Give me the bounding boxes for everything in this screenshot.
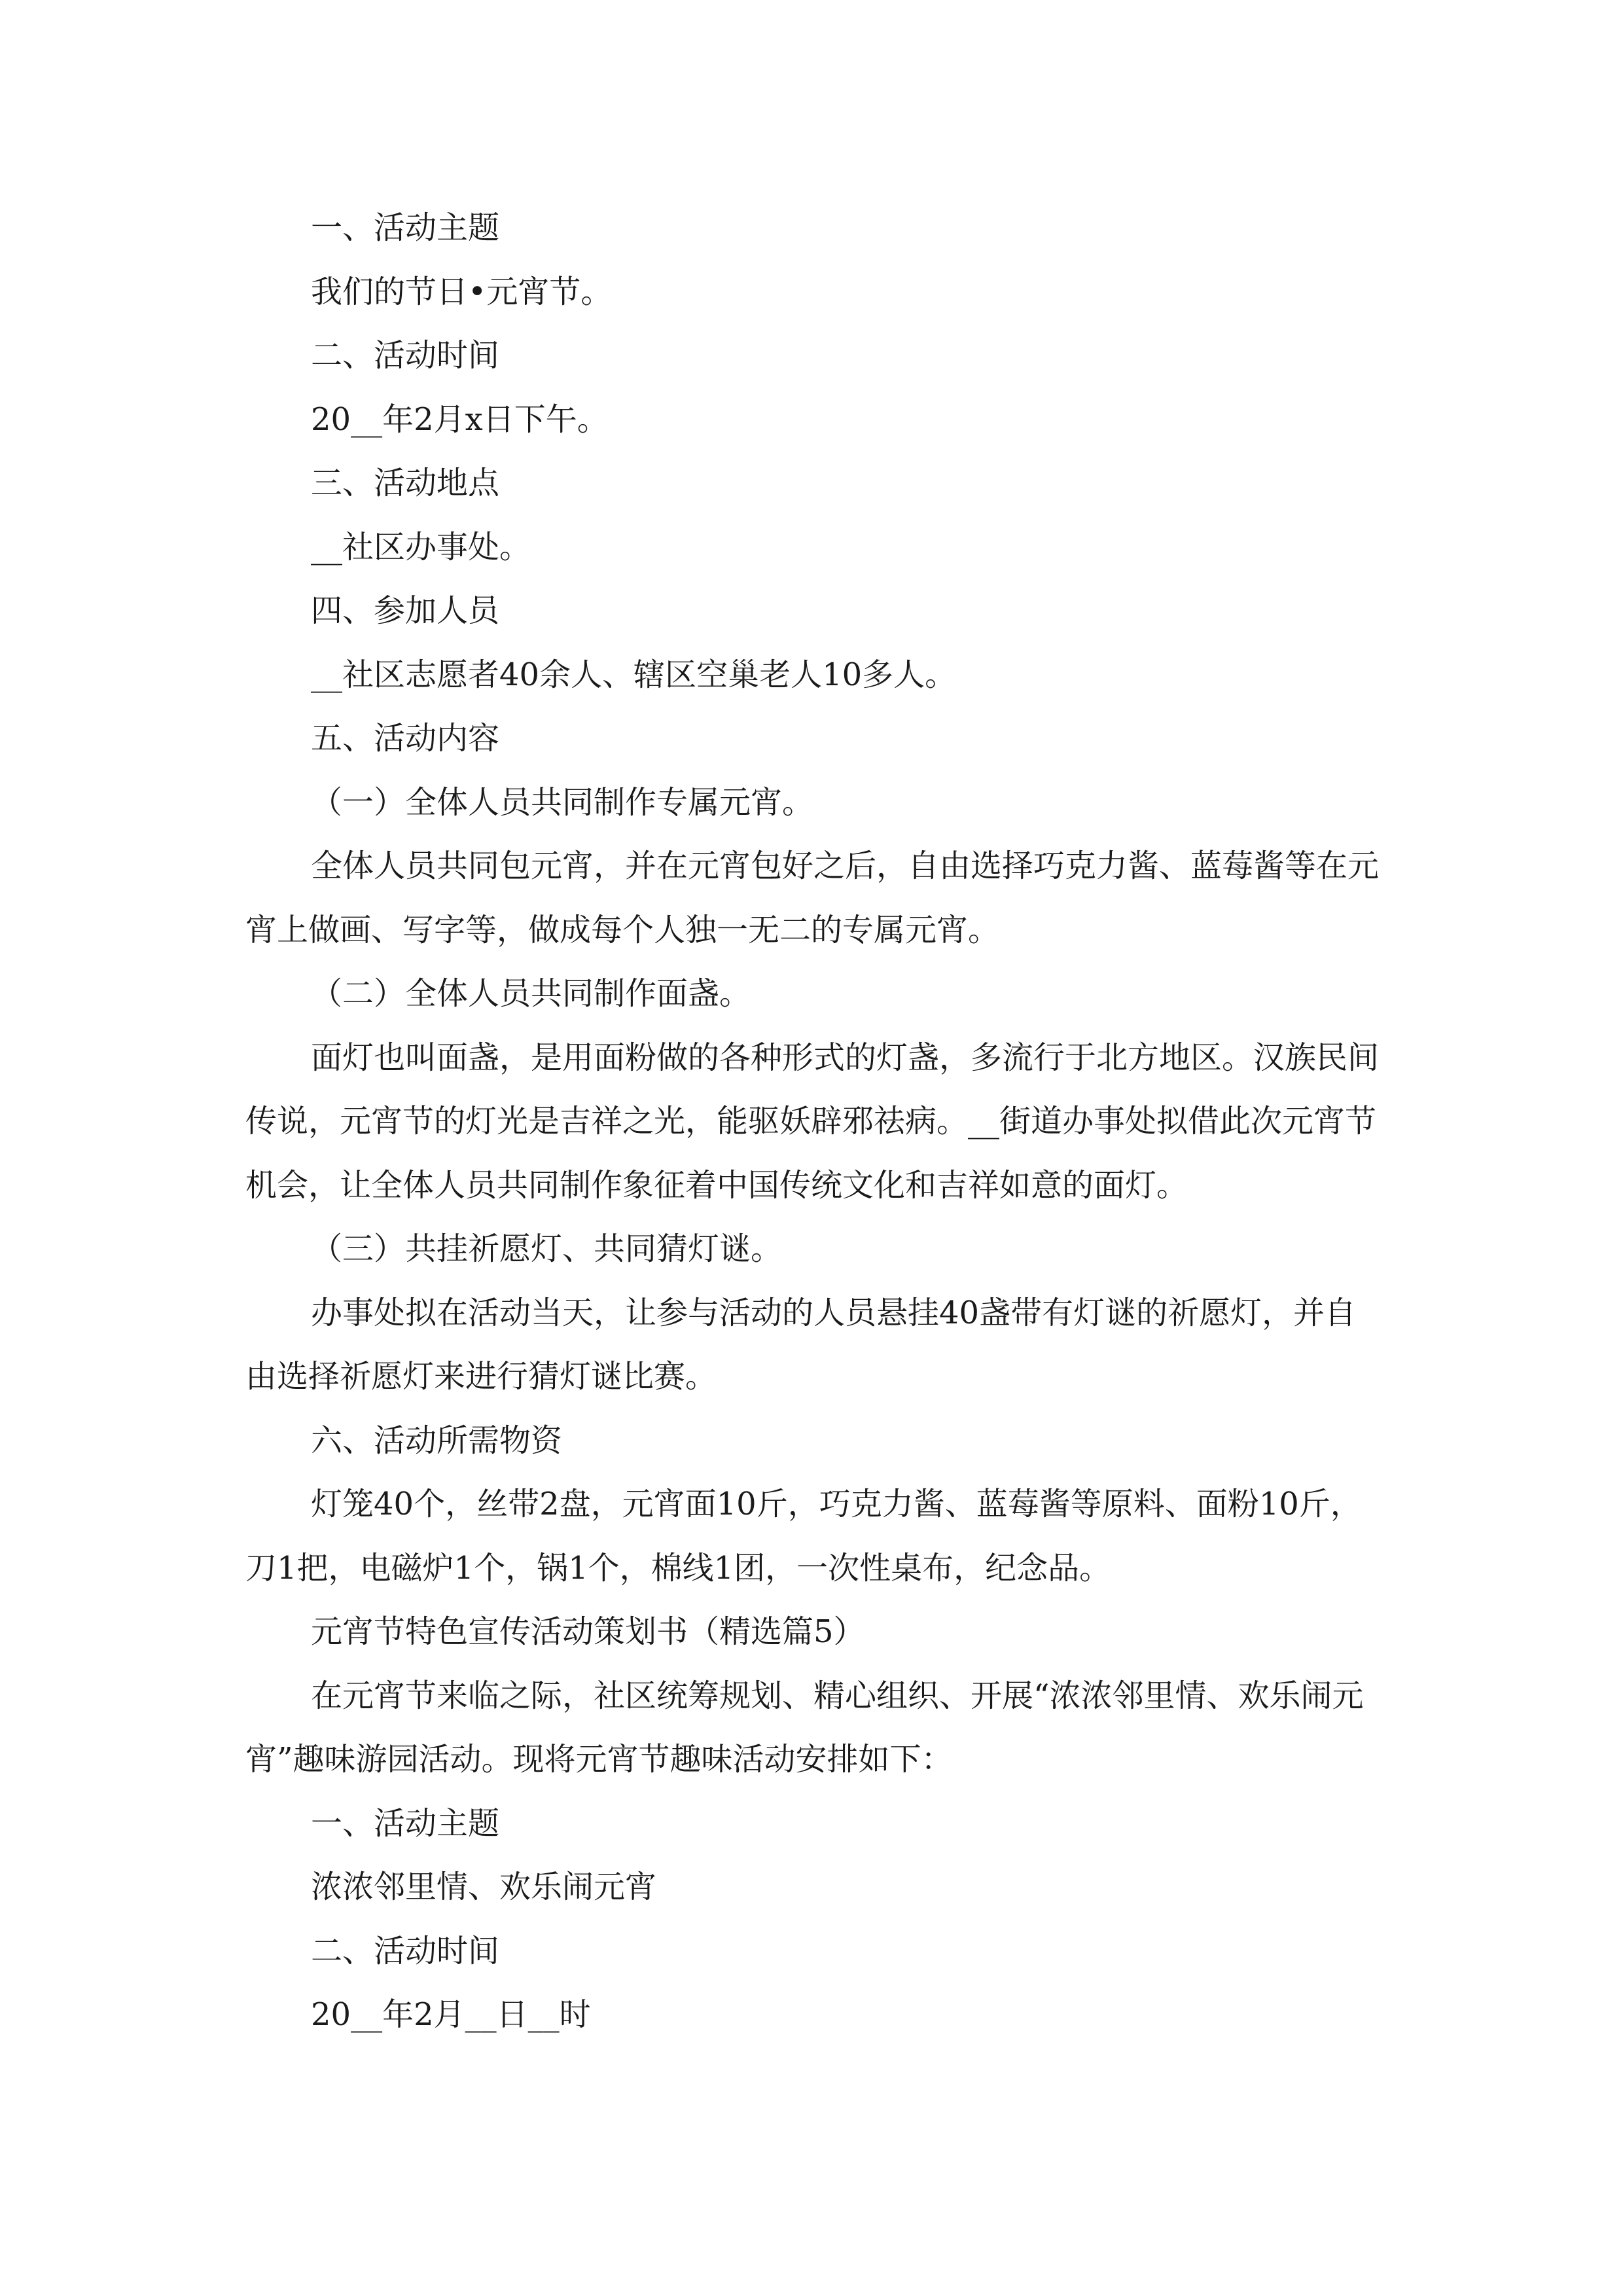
section-heading: 一、活动主题 [311,209,500,246]
body-paragraph: 办事处拟在活动当天，让参与活动的人员悬挂40盏带有灯谜的祈愿灯，并自由选择祈愿灯来进行猜灯谜比赛。 [245,1294,1357,1395]
subsection-heading: （一）全体人员共同制作专属元宵。 [311,783,814,821]
body-paragraph: 全体人员共同包元宵，并在元宵包好之后，自由选择巧克力酱、蓝莓酱等在元宵上做画、写字等，做成每个人独一无二的专属元宵。 [245,848,1380,948]
document-body [245,196,1384,2047]
body-paragraph: 面灯也叫面盏，是用面粉做的各种形式的灯盏，多流行于北方地区。汉族民间传说，元宵节的灯光是吉祥之光，能驱妖辟邪祛病。__街道办事处拟借此次元宵节机会，让全体人员共同制作象征着中国传统文化和吉祥如意的面灯。 [245,1039,1380,1204]
section-heading: 三、活动地点 [311,465,500,501]
body-paragraph: 在元宵节来临之际，社区统筹规划、精心组织、开展“浓浓邻里情、欢乐闹元宵”趣味游园活动。现将元宵节趣味活动安排如下： [245,1677,1364,1778]
section-heading: 四、参加人员 [311,592,500,629]
body-text: 20__年2月x日下午。 [311,401,609,438]
section-heading: 一、活动主题 [311,1804,500,1842]
section-heading: 二、活动时间 [311,337,500,374]
article-title: 元宵节特色宣传活动策划书（精选篇5） [311,1613,865,1650]
body-text: 20__年2月__日__时 [311,1996,591,2033]
section-heading: 六、活动所需物资 [311,1422,563,1459]
subsection-heading: （三）共挂祈愿灯、共同猜灯谜。 [311,1230,783,1267]
section-heading: 五、活动内容 [311,720,500,757]
body-text: __社区办事处。 [311,528,531,565]
body-text: __社区志愿者40余人、辖区空巢老人10多人。 [311,656,957,693]
body-paragraph: 灯笼40个，丝带2盘，元宵面10斤，巧克力酱、蓝莓酱等原料、面粉10斤，刀1把，电磁炉1个，锅1个，棉线1团，一次性桌布，纪念品。 [245,1486,1362,1587]
body-text: 我们的节日•元宵节。 [311,273,613,310]
body-text: 浓浓邻里情、欢乐闹元宵 [311,1869,657,1905]
subsection-heading: （二）全体人员共同制作面盏。 [311,975,751,1012]
section-heading: 二、活动时间 [311,1932,500,1969]
